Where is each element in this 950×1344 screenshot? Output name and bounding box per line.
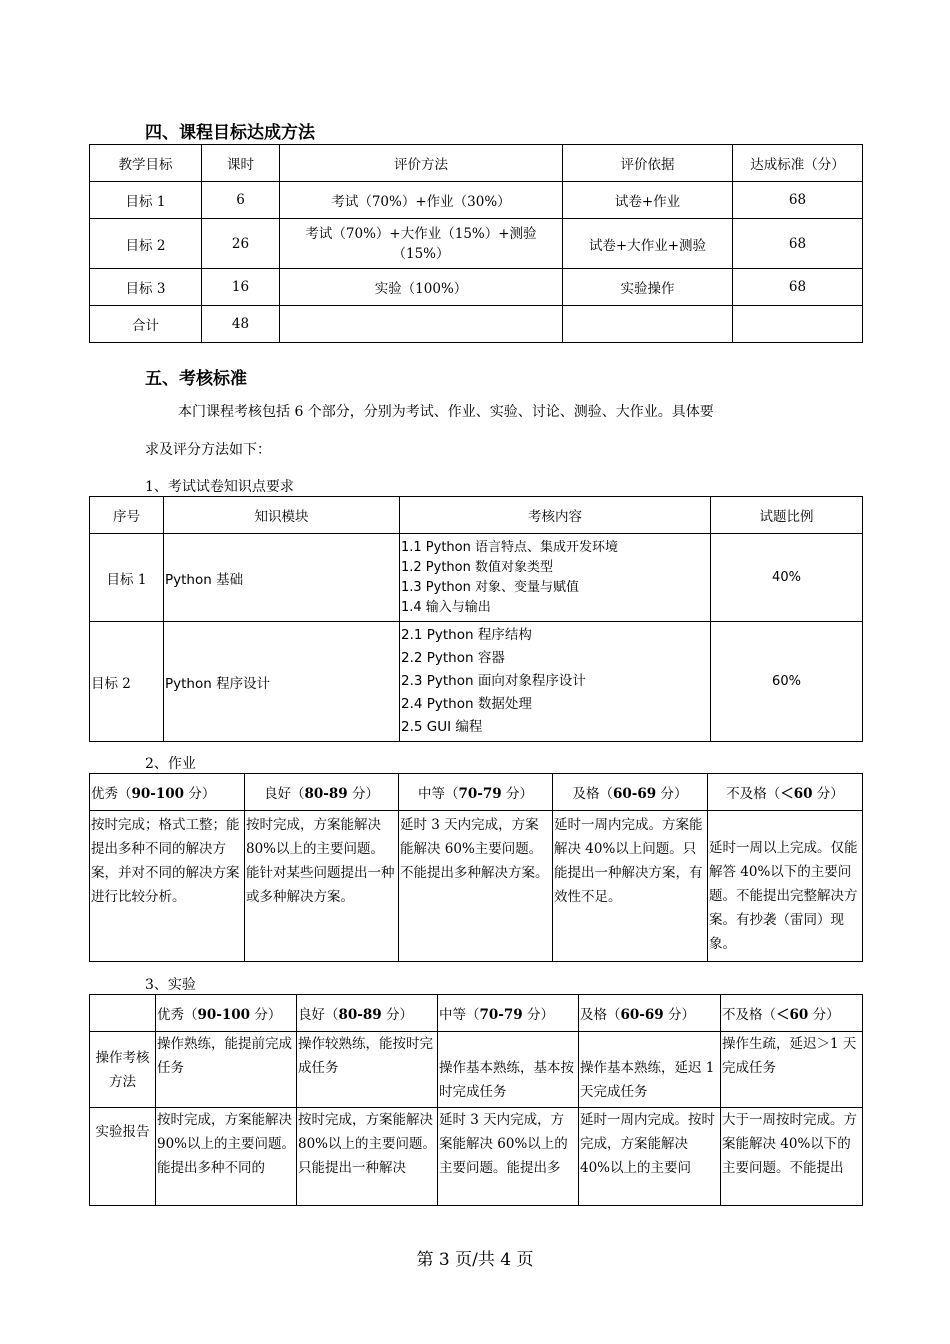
exam-row-1-content-item: 1.1 Python 语言特点、集成开发环境 bbox=[401, 539, 619, 555]
homework-fail-desc: 延时一周以上完成。仅能解答 40%以下的主要问题。不能提出完整解决方案。有抄袭（雷同）现象。 bbox=[708, 811, 863, 962]
goal-achievement-table bbox=[89, 144, 863, 343]
experiment-operation-excellent: 操作熟练，能提前完成任务 bbox=[156, 1032, 297, 1108]
goal-row-2-goal: 目标 2 bbox=[90, 219, 202, 269]
homework-header-fail: 不及格（＜60 分） bbox=[708, 774, 863, 811]
homework-grading-table bbox=[89, 773, 863, 962]
experiment-header-good: 良好（80-89 分） bbox=[297, 995, 438, 1032]
goal-total-hours: 48 bbox=[202, 306, 280, 343]
exam-row-2-id: 目标 2 bbox=[90, 622, 164, 742]
experiment-header-medium: 中等（70-79 分） bbox=[438, 995, 579, 1032]
homework-medium-desc: 延时 3 天内完成，方案能解决 60%主要问题。不能提出多种解决方案。 bbox=[399, 811, 553, 962]
experiment-report-excellent: 按时完成，方案能解决 90%以上的主要问题。能提出多种不同的 bbox=[156, 1108, 297, 1206]
experiment-report-good: 按时完成，方案能解决 80%以上的主要问题。只能提出一种解决 bbox=[297, 1108, 438, 1206]
intro-line-1: 本门课程考核包括 6 个部分，分别为考试、作业、实验、讨论、测验、大作业。具体要 bbox=[178, 404, 714, 420]
experiment-header-excellent: 优秀（90-100 分） bbox=[156, 995, 297, 1032]
exam-row-1-content-item: 1.4 输入与输出 bbox=[401, 599, 491, 615]
homework-header-medium: 中等（70-79 分） bbox=[399, 774, 553, 811]
exam-header-ratio: 试题比例 bbox=[711, 497, 863, 534]
experiment-header-pass: 及格（60-69 分） bbox=[579, 995, 721, 1032]
goal-header-standard: 达成标准（分） bbox=[733, 145, 863, 182]
goal-total-method bbox=[280, 306, 563, 343]
exam-row-2-module: Python 程序设计 bbox=[164, 622, 400, 742]
experiment-operation-medium: 操作基本熟练，基本按时完成任务 bbox=[438, 1032, 579, 1108]
experiment-report-pass: 延时一周内完成。按时完成，方案能解决 40%以上的主要问 bbox=[579, 1108, 721, 1206]
intro-line-2: 求及评分方法如下： bbox=[145, 442, 271, 458]
goal-header-basis: 评价依据 bbox=[563, 145, 733, 182]
exam-header-id: 序号 bbox=[90, 497, 164, 534]
experiment-operation-good: 操作较熟练，能按时完成任务 bbox=[297, 1032, 438, 1108]
goal-row-1-basis: 试卷+作业 bbox=[563, 182, 733, 219]
homework-excellent-desc: 按时完成；格式工整；能提出多种不同的解决方案，并对不同的解决方案进行比较分析。 bbox=[90, 811, 245, 962]
experiment-grading-table bbox=[89, 994, 863, 1206]
experiment-operation-fail: 操作生疏，延迟＞1 天完成任务 bbox=[721, 1032, 863, 1108]
homework-pass-desc: 延时一周内完成。方案能解决 40%以上问题。只能提出一种解决方案，有效性不足。 bbox=[553, 811, 708, 962]
experiment-header-fail: 不及格（＜60 分） bbox=[721, 995, 863, 1032]
goal-row-2-hours: 26 bbox=[202, 219, 280, 269]
homework-title: 2、作业 bbox=[145, 756, 196, 772]
homework-header-excellent: 优秀（90-100 分） bbox=[90, 774, 245, 811]
experiment-report-label: 实验报告 bbox=[90, 1108, 156, 1206]
exam-row-2-content-item: 2.3 Python 面向对象程序设计 bbox=[401, 673, 586, 689]
homework-good-desc: 按时完成，方案能解决 80%以上的主要问题。能针对某些问题提出一种或多种解决方案。 bbox=[245, 811, 399, 962]
goal-row-3-basis: 实验操作 bbox=[563, 269, 733, 306]
exam-row-1-id: 目标 1 bbox=[90, 534, 164, 622]
section-5-title: 五、考核标准 bbox=[145, 369, 247, 389]
experiment-operation-label: 操作考核方法 bbox=[90, 1032, 156, 1108]
goal-row-3-method: 实验（100%） bbox=[280, 269, 563, 306]
exam-row-2-content-item: 2.4 Python 数据处理 bbox=[401, 696, 532, 712]
goal-total-standard bbox=[733, 306, 863, 343]
exam-row-1-content-item: 1.3 Python 对象、变量与赋值 bbox=[401, 579, 580, 595]
experiment-report-medium: 延时 3 天内完成，方案能解决 60%以上的主要问题。能提出多 bbox=[438, 1108, 579, 1206]
page-footer: 第 3 页/共 4 页 bbox=[416, 1250, 534, 1270]
goal-header-goal: 教学目标 bbox=[90, 145, 202, 182]
goal-total-label: 合计 bbox=[90, 306, 202, 343]
exam-row-1-ratio: 40% bbox=[711, 534, 863, 622]
goal-row-2-basis: 试卷+大作业+测验 bbox=[563, 219, 733, 269]
goal-header-hours: 课时 bbox=[202, 145, 280, 182]
experiment-operation-pass: 操作基本熟练，延迟 1 天完成任务 bbox=[579, 1032, 721, 1108]
exam-row-2-content bbox=[400, 622, 711, 742]
experiment-header-blank bbox=[90, 995, 156, 1032]
experiment-report-fail: 大于一周按时完成。方案能解决 40%以下的主要问题。不能提出 bbox=[721, 1108, 863, 1206]
goal-row-2-standard: 68 bbox=[733, 219, 863, 269]
goal-total-basis bbox=[563, 306, 733, 343]
exam-header-content: 考核内容 bbox=[400, 497, 711, 534]
goal-row-1-method: 考试（70%）+作业（30%） bbox=[280, 182, 563, 219]
goal-header-method: 评价方法 bbox=[280, 145, 563, 182]
goal-row-1-standard: 68 bbox=[733, 182, 863, 219]
exam-row-1-content bbox=[400, 534, 711, 622]
section-4-title: 四、课程目标达成方法 bbox=[145, 123, 315, 143]
goal-row-2-method: 考试（70%）+大作业（15%）+测验（15%） bbox=[280, 219, 563, 269]
goal-row-1-hours: 6 bbox=[202, 182, 280, 219]
goal-row-1-goal: 目标 1 bbox=[90, 182, 202, 219]
exam-knowledge-table bbox=[89, 496, 863, 742]
goal-row-3-standard: 68 bbox=[733, 269, 863, 306]
exam-row-1-content-item: 1.2 Python 数值对象类型 bbox=[401, 559, 554, 575]
homework-header-pass: 及格（60-69 分） bbox=[553, 774, 708, 811]
exam-row-2-ratio: 60% bbox=[711, 622, 863, 742]
exam-row-1-module: Python 基础 bbox=[164, 534, 400, 622]
exam-row-2-content-item: 2.5 GUI 编程 bbox=[401, 719, 483, 735]
exam-header-module: 知识模块 bbox=[164, 497, 400, 534]
experiment-title: 3、实验 bbox=[145, 977, 196, 993]
homework-header-good: 良好（80-89 分） bbox=[245, 774, 399, 811]
exam-title: 1、考试试卷知识点要求 bbox=[145, 479, 294, 495]
exam-row-2-content-item: 2.2 Python 容器 bbox=[401, 650, 505, 666]
exam-row-2-content-item: 2.1 Python 程序结构 bbox=[401, 627, 532, 643]
goal-row-3-hours: 16 bbox=[202, 269, 280, 306]
goal-row-3-goal: 目标 3 bbox=[90, 269, 202, 306]
